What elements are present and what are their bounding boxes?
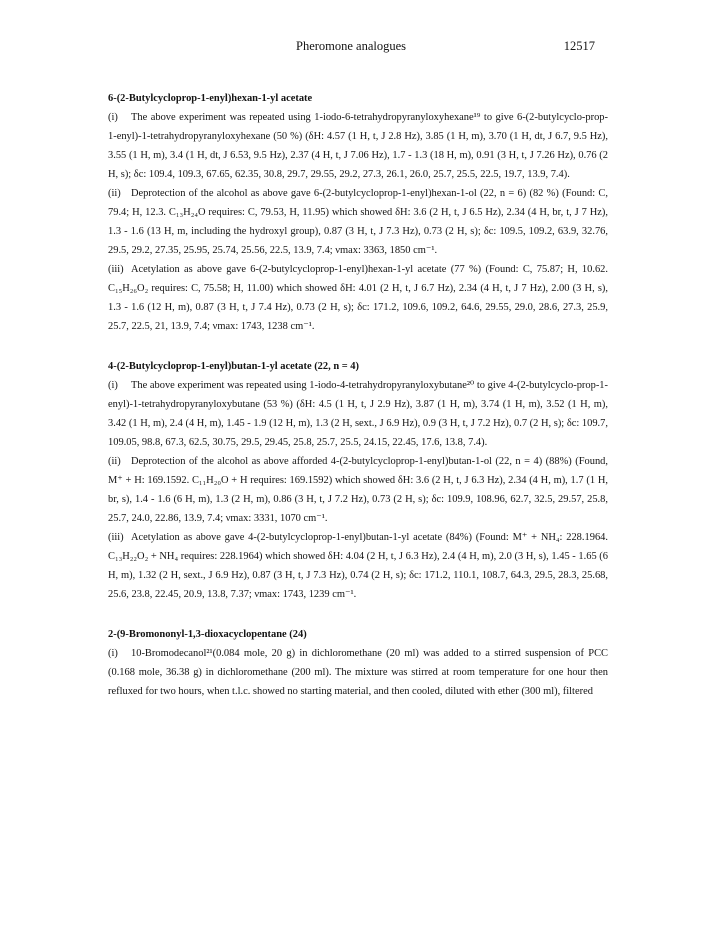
step-text: 10-Bromodecanol²¹(0.084 mole, 20 g) in dichloromethane (20 ml) was added to a stirred suspension of PCC (0.168 mole, 36.38 g) in dichloromethane (200 ml). The mixture was stirred at room temperature for one hour then refluxed for two hours, when t.l.c. showed no starting material, and then cooled, diluted with ether (300 ml), filtered [108,648,608,697]
procedure-step [108,644,608,701]
step-marker: (ii) [108,456,121,467]
procedure-step [108,108,608,184]
procedure-step [108,376,608,452]
step-text: Acetylation as above gave 6-(2-butylcycloprop-1-enyl)hexan-1-yl acetate (77 %) (Found: C, 75.87; H, 10.62. C₁₅H₂₆O₂ requires: C, 75.58; H, 11.00) which showed δH: 4.01 (2 H, t, J 6.7 Hz), 2.34 (4 H, t, J 7 Hz), 2.00 (3 H, s), 1.3 - 1.6 (12 H, m), 0.87 (3 H, t, J 7.4 Hz), 0.73 (2 H, s); δc: 171.2, 109.6, 109.2, 64.6, 29.55, 29.0, 28.6, 27.3, 25.9, 25.7, 22.5, 21, 13.9, 7.4; νmax: 1743, 1238 cm⁻¹. [108,264,608,332]
section-spacer [108,336,608,357]
page-number: 12517 [563,39,595,53]
step-marker: (ii) [108,188,121,199]
step-marker: (i) [108,648,118,659]
section-butanyl-acetate [108,357,608,604]
procedure-step [108,452,608,528]
section-heading: 2-(9-Bromononyl-1,3-dioxacyclopentane (24) [108,629,307,640]
step-text: Acetylation as above gave 4-(2-butylcycloprop-1-enyl)butan-1-yl acetate (84%) (Found: M⁺ + NH₄: 228.1964. C₁₃H₂₂O₂ + NH₄ requires: 228.1964) which showed δH: 4.04 (2 H, t, J 6.3 Hz), 2.4 (4 H, m), 2.0 (3 H, s), 1.45 - 1.65 (6 H, m), 1.32 (2 H, sext., J 6.9 Hz), 0.87 (3 H, t, J 7.3 Hz), 0.74 (2 H, s); δc: 171.2, 110.1, 108.7, 64.3, 29.5, 28.3, 25.68, 25.6, 23.8, 22.45, 20.9, 13.8, 7.37; νmax: 1743, 1239 cm⁻¹. [108,532,608,600]
step-text: Deprotection of the alcohol as above gave 6-(2-butylcycloprop-1-enyl)hexan-1-ol (22, n = 6) (82 %) (Found: C, 79.4; H, 12.3. C₁₃H₂₄O requires: C, 79.53, H, 11.95) which showed δH: 3.6 (2 H, t, J 6.5 Hz), 2.34 (4 H, br, t, J 7 Hz), 1.3 - 1.6 (13 H, m, including the hydroxyl group), 0.87 (3 H, t, J 7.3 Hz), 0.73 (2 H, s); δc: 109.5, 109.2, 63.9, 32.76, 29.5, 29.2, 27.35, 25.95, 25.74, 25.56, 22.5, 13.9, 7.4; νmax: 3363, 1850 cm⁻¹. [108,188,608,256]
section-heading: 6-(2-Butylcycloprop-1-enyl)hexan-1-yl acetate [108,93,313,104]
step-marker: (iii) [108,532,124,543]
section-spacer [108,604,608,625]
procedure-step [108,184,608,260]
section-bromononyl-dioxacyclopentane [108,625,608,701]
section-heading: 4-(2-Butylcycloprop-1-enyl)butan-1-yl acetate (22, n = 4) [108,361,360,372]
section-hexanyl-acetate [108,89,608,336]
running-header [0,39,701,55]
procedure-step [108,528,608,604]
step-text: Deprotection of the alcohol as above afforded 4-(2-butylcycloprop-1-enyl)butan-1-ol (22, n = 4) (88%) (Found, M⁺ + H: 169.1592. C₁₁H₂₀O + H requires: 169.1592) which showed δH: 3.6 (2 H, t, J 6.3 Hz), 2.34 (4 H, m), 1.7 (1 H, br, s), 1.4 - 1.6 (6 H, m), 1.3 (2 H, m), 0.86 (3 H, t, J 7.2 Hz), 0.73 (2 H, s); δc: 109.9, 108.96, 62.7, 32.5, 29.57, 25.8, 25.7, 24.0, 22.86, 13.9, 7.4; νmax: 3331, 1070 cm⁻¹. [108,456,608,524]
step-text: The above experiment was repeated using 1-iodo-4-tetrahydropyranyloxybutane²⁰ to give 4-(2-butylcyclo-prop-1-enyl)-1-tetrahydropyranyloxybutane (53 %) (δH: 4.5 (1 H, t, J 2.9 Hz), 3.87 (1 H, m), 3.74 (1 H, m), 3.52 (1 H, m), 3.42 (1 H, m), 2.4 (4 H, m), 1.45 - 1.9 (12 H, m), 1.3 (2 H, sext., J 6.9 Hz), 0.9 (3 H, t, J 7.2 Hz), 0.7 (2 H, s); δc: 109.7, 109.05, 98.8, 67.3, 62.5, 30.75, 29.5, 29.45, 25.8, 25.7, 25.5, 24.15, 22.45, 17.6, 13.8, 7.4). [108,380,608,448]
step-marker: (iii) [108,264,124,275]
running-title: Pheromone analogues [296,39,407,53]
step-marker: (i) [108,112,118,123]
article-body [108,89,608,701]
step-marker: (i) [108,380,118,391]
procedure-step [108,260,608,336]
step-text: The above experiment was repeated using 1-iodo-6-tetrahydropyranyloxyhexane¹⁹ to give 6-(2-butylcyclo-prop-1-enyl)-1-tetrahydropyranyloxyhexane (50 %) (δH: 4.57 (1 H, t, J 2.8 Hz), 3.85 (1 H, m), 3.70 (1 H, dt, J 6.7, 9.5 Hz), 3.55 (1 H, m), 3.4 (1 H, dt, J 6.53, 9.5 Hz), 2.37 (4 H, t, J 7.06 Hz), 1.7 - 1.3 (18 H, m), 0.91 (3 H, t, J 7.26 Hz), 0.76 (2 H, s); δc: 109.4, 109.3, 67.65, 62.35, 30.8, 29.7, 29.55, 29.2, 27.3, 26.1, 26.0, 25.7, 25.5, 22.5, 19.7, 13.9, 7.4). [108,112,608,180]
